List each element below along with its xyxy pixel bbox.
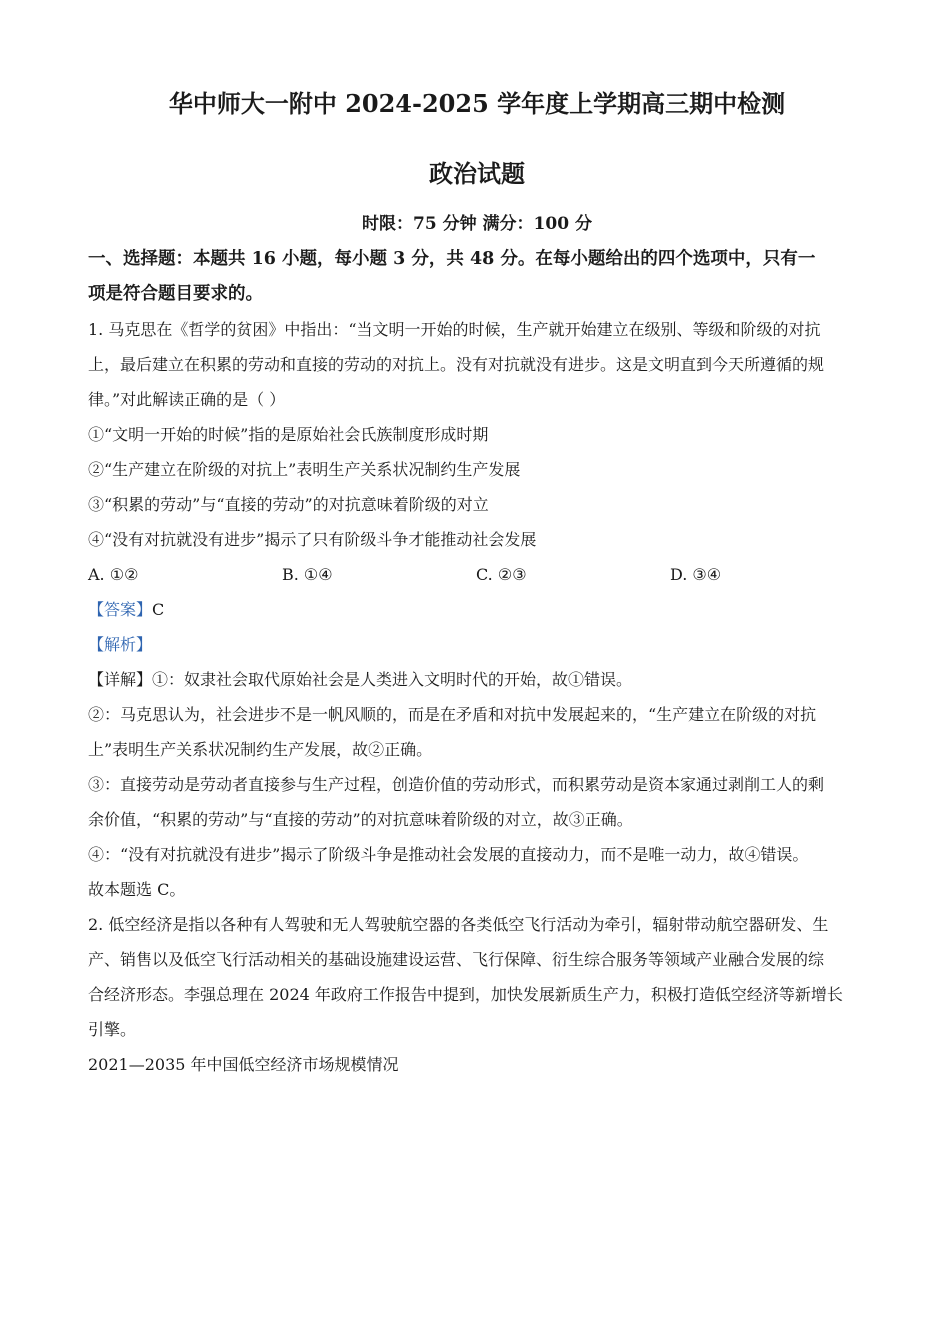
detail-line: 余价值，“积累的劳动”与“直接的劳动”的对抗意味着阶级的对立，故③正确。 <box>88 810 633 829</box>
document-title: 华中师大一附中 2024-2025 学年度上学期高三期中检测 <box>168 89 786 118</box>
answer-options <box>88 557 866 592</box>
detail-line: 上”表明生产关系状况制约生产发展，故②正确。 <box>88 740 433 759</box>
chart-caption: 2021—2035 年中国低空经济市场规模情况 <box>88 1055 399 1074</box>
statement-item: ④“没有对抗就没有进步”揭示了只有阶级斗争才能推动社会发展 <box>88 530 537 549</box>
analysis-label: 【解析】 <box>88 635 153 654</box>
statement-item: ②“生产建立在阶级的对抗上”表明生产关系状况制约生产发展 <box>88 460 521 479</box>
option-a: A. ①② <box>88 565 139 584</box>
question-stem-line: 产、销售以及低空飞行活动相关的基础设施建设运营、飞行保障、衍生综合服务等领域产业融合发展的综 <box>88 950 825 969</box>
detail-text: ①：奴隶社会取代原始社会是人类进入文明时代的开始，故①错误。 <box>152 670 633 689</box>
question-stem-line: 2. 低空经济是指以各种有人驾驶和无人驾驶航空器的各类低空飞行活动为牵引，辐射带动航空器研发、生 <box>88 915 829 934</box>
statement-item: ①“文明一开始的时候”指的是原始社会氏族制度形成时期 <box>88 425 489 444</box>
document-subtitle: 政治试题 <box>429 159 525 188</box>
detail-line <box>88 662 866 697</box>
question-stem-line: 合经济形态。李强总理在 2024 年政府工作报告中提到，加快发展新质生产力，积极打造低空经济等新增长 <box>88 985 843 1004</box>
detail-line: ②：马克思认为，社会进步不是一帆风顺的，而是在矛盾和对抗中发展起来的，“生产建立在阶级的对抗 <box>88 705 817 724</box>
option-b: B. ①④ <box>282 565 333 584</box>
detail-label: 【详解】 <box>88 670 153 689</box>
option-c: C. ②③ <box>476 565 527 584</box>
answer-label: 【答案】 <box>88 600 153 619</box>
document-page <box>88 82 866 1082</box>
question-2 <box>88 907 866 1082</box>
statement-item: ③“积累的劳动”与“直接的劳动”的对抗意味着阶级的对立 <box>88 495 489 514</box>
answer-value: C <box>152 600 165 619</box>
question-1 <box>88 312 866 907</box>
question-stem-line: 律。”对此解读正确的是（ ） <box>88 390 286 409</box>
detail-line: ④：“没有对抗就没有进步”揭示了阶级斗争是推动社会发展的直接动力，而不是唯一动力，故④错误。 <box>88 845 809 864</box>
section-heading-line: 项是符合题目要求的。 <box>88 284 263 304</box>
detail-line: 故本题选 C。 <box>88 880 186 899</box>
exam-meta: 时限：75 分钟 满分：100 分 <box>362 214 592 234</box>
question-stem-line: 1. 马克思在《哲学的贫困》中指出：“当文明一开始的时候，生产就开始建立在级别、等级和阶级的对抗 <box>88 320 821 339</box>
detail-line: ③：直接劳动是劳动者直接参与生产过程，创造价值的劳动形式，而积累劳动是资本家通过剥削工人的剩 <box>88 775 825 794</box>
question-stem-line: 引擎。 <box>88 1020 137 1039</box>
section-heading <box>88 242 866 312</box>
answer-line <box>88 592 866 627</box>
section-heading-line: 一、选择题：本题共 16 小题，每小题 3 分，共 48 分。在每小题给出的四个选项中，只有一 <box>88 249 816 269</box>
question-stem-line: 上，最后建立在积累的劳动和直接的劳动的对抗上。没有对抗就没有进步。这是文明直到今天所遵循的规 <box>88 355 825 374</box>
analysis-line <box>88 627 866 662</box>
option-d: D. ③④ <box>670 565 722 584</box>
